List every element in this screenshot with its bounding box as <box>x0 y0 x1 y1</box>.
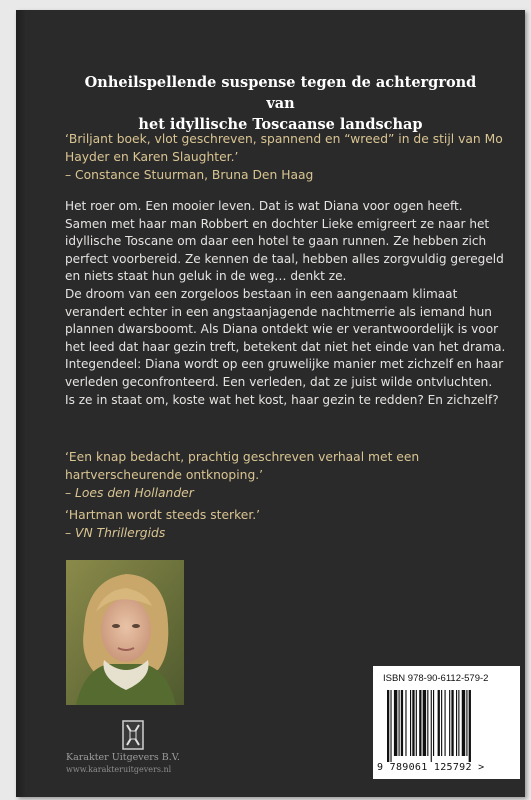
review-quote-2-text: ‘Een knap bedacht, prachtig geschreven verhaal met een hartverscheurende ontknoping.’ <box>65 450 420 482</box>
publisher-logo <box>122 720 144 750</box>
review-quote-1-attribution: – Constance Stuurman, Bruna Den Haag <box>65 168 314 182</box>
barcode-bar <box>462 690 465 756</box>
review-quote-3 <box>65 506 505 542</box>
barcode-bar <box>423 690 426 756</box>
barcode-bar <box>399 690 400 756</box>
barcode-bar <box>394 690 397 756</box>
headline <box>68 72 493 135</box>
publisher-url: www.karakteruitgevers.nl <box>66 765 172 774</box>
review-quote-1-text: ‘Briljant boek, vlot geschreven, spannend en “wreed” in de stijl van Mo Hayder en Karen Slaughter.’ <box>65 132 503 164</box>
blurb-paragraph-1: Het roer om. Een mooier leven. Dat is wat Diana voor ogen heeft. Samen met haar man Robbert en dochter Lieke emigreert ze naar het idyllische Toscane om daar een hotel te gaan runnen. Ze hebben zich perfect voorbereid. Ze kennen de taal, hebben alles zorgvuldig geregeld en niets staat hun geluk in de weg… denkt ze. <box>65 199 504 284</box>
barcode-bar <box>387 690 389 762</box>
book-back-cover <box>16 10 525 797</box>
isbn-label: ISBN 978-90-6112-579-2 <box>383 673 489 684</box>
blurb-paragraph-2: De droom van een zorgeloos bestaan in een aangenaam klimaat verandert echter in een angstaanjagende nachtmerrie als iemand hun plannen dwarsboomt. Als Diana ontdekt wie er verantwoordelijk is voor het leed dat haar gezin treft, betekent dat niet het einde van het drama. Integendeel: Diana wordt op een gruwelijke manier met zichzelf en haar verleden geconfronteerd. Een verleden, dat ze juist wilde ontvluchten. <box>65 286 506 389</box>
barcode-bar <box>412 690 414 756</box>
spine-shadow <box>16 10 26 797</box>
barcode-digits: 9 789061 125792 > <box>377 762 485 773</box>
barcode-bar <box>458 690 459 756</box>
barcode-bar <box>456 690 457 756</box>
barcode-bar <box>390 690 391 762</box>
barcode-bar <box>438 690 440 756</box>
barcode-bar <box>451 690 453 756</box>
barcode-bar <box>433 690 434 756</box>
author-photo <box>66 560 184 705</box>
barcode-bar <box>445 690 446 756</box>
barcode-bar <box>416 690 417 756</box>
barcode-bar <box>449 690 450 756</box>
barcode-bar <box>441 690 442 756</box>
barcode-bar <box>419 690 421 756</box>
barcode-bar <box>405 690 406 756</box>
review-quote-2-attribution: – Loes den Hollander <box>65 486 194 500</box>
barcode-icon <box>387 690 507 762</box>
blurb <box>65 198 508 409</box>
barcode-panel <box>373 666 520 779</box>
review-quote-3-attribution: – VN Thrillergids <box>65 526 166 540</box>
barcode-bar <box>410 690 411 756</box>
barcode-bar <box>469 690 471 762</box>
publisher-emblem-icon <box>122 720 144 750</box>
barcode-bar <box>431 690 432 762</box>
blurb-paragraph-3: Is ze in staat om, koste wat het kost, haar gezin te redden? En zichzelf? <box>65 392 499 407</box>
barcode-bar <box>427 690 428 756</box>
barcode-bar <box>466 690 467 756</box>
review-quote-1 <box>65 130 505 184</box>
author-portrait-illustration <box>66 560 184 705</box>
headline-line-1: Onheilspellende suspense tegen de achtergrond van <box>84 74 477 112</box>
review-quote-2 <box>65 448 505 502</box>
headline-line-2: het idyllische Toscaanse landschap <box>138 116 423 133</box>
barcode-bar <box>401 690 403 756</box>
publisher-name: Karakter Uitgevers B.V. <box>66 752 180 763</box>
review-quote-3-text: ‘Hartman wordt steeds sterker.’ <box>65 508 261 522</box>
